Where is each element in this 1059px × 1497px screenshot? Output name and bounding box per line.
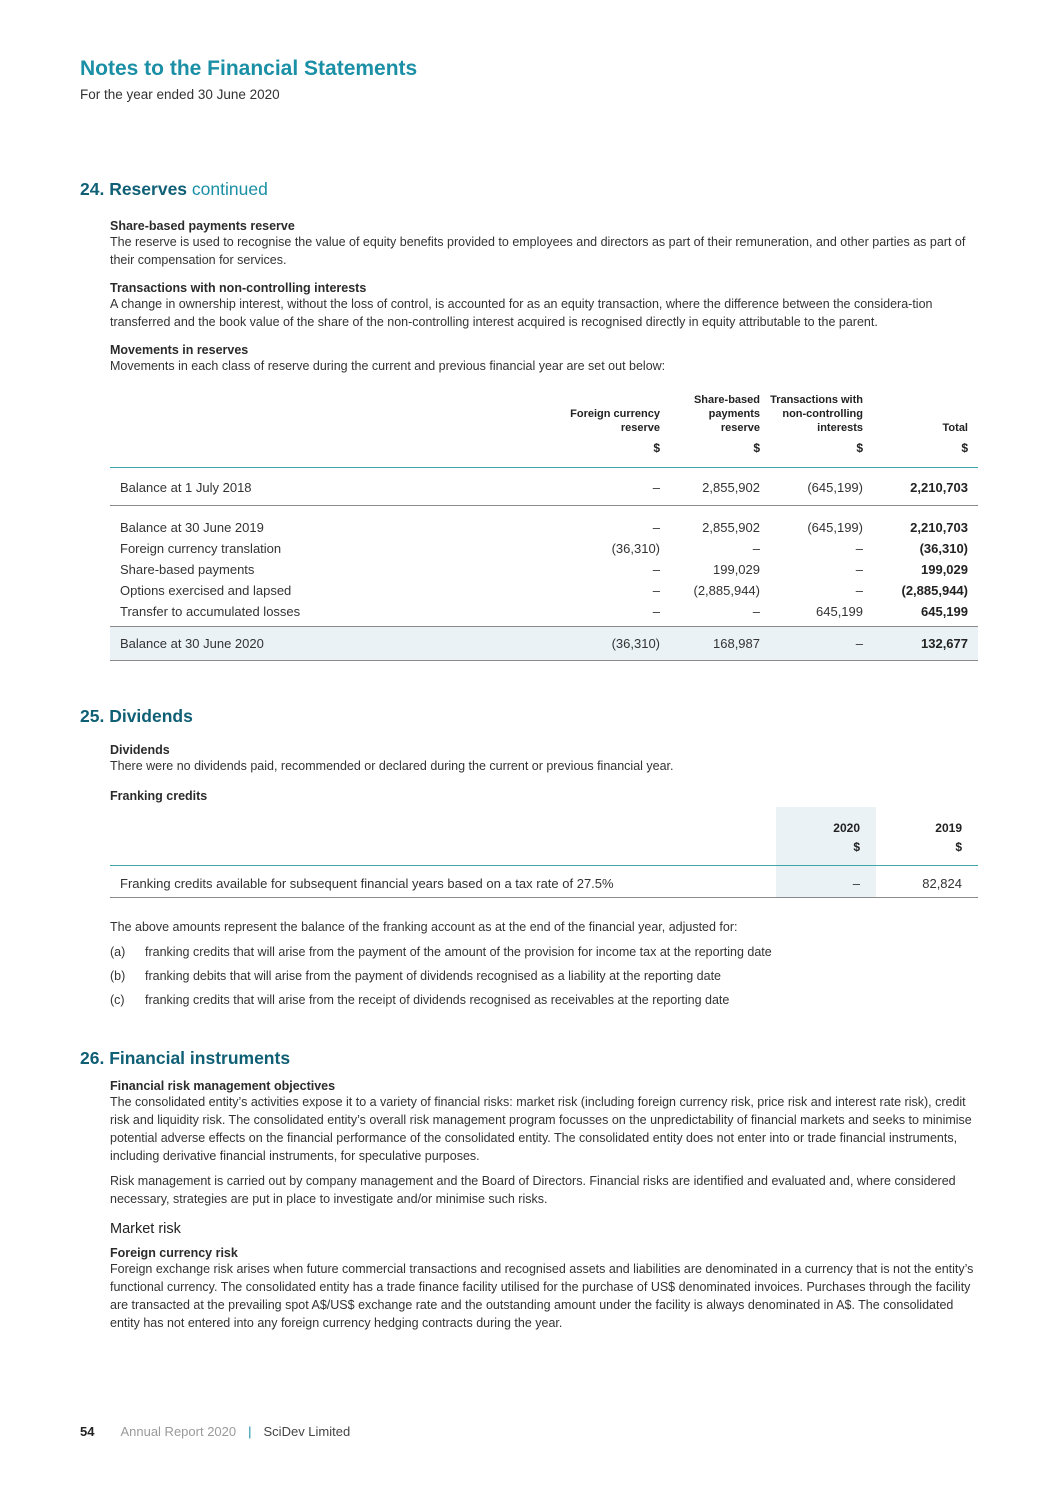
report-name: Annual Report 2020 (120, 1424, 237, 1439)
table-unit-row (110, 441, 978, 468)
subheading: Share-based payments reserve (110, 219, 295, 233)
section-heading (80, 179, 978, 200)
page-footer (80, 1424, 350, 1439)
table-header-row (110, 807, 978, 866)
heading-text: 24. Reserves (80, 179, 188, 199)
page-title: Notes to the Financial Statements (80, 57, 418, 80)
reserves-movement-table (110, 393, 978, 661)
list-item: (a) franking credits that will arise from the payment of the amount of the provision for income tax at the reporting date (110, 945, 772, 959)
paragraph: There were no dividends paid, recommended or declared during the current or previous financial year. (110, 759, 674, 773)
table-row: Transfer to accumulated losses – – 645,199 645,199 (120, 604, 968, 619)
subheading: Movements in reserves (110, 343, 249, 357)
section-body (110, 743, 978, 1012)
section-body (110, 1079, 978, 1332)
column-header: Total (942, 422, 968, 434)
table-row: Balance at 30 June 2019 – 2,855,902 (645,199) 2,210,703 (110, 506, 978, 539)
subheading-market-risk: Market risk (110, 1221, 181, 1237)
column-header: 2020 $ (776, 807, 876, 866)
paragraph: The above amounts represent the balance of the franking account as at the end of the financial year, adjusted for: (110, 920, 738, 934)
section-financial-instruments (80, 1048, 978, 1332)
column-header: 2019 $ (935, 821, 962, 854)
subheading: Foreign currency risk (110, 1246, 238, 1260)
paragraph: The consolidated entity’s activities expose it to a variety of financial risks: market risk (including foreign currency risk, price risk and interest rate risk), credit risk and liquidity risk. The consolidated entity’s overall risk management program focusses on the unpredictability of financial markets and seeks to minimise potential adverse effects on the financial performance of the consolidated entity. The consolidated entity does not enter into or trade financial instruments, including derivative financial instruments, for speculative purposes. (110, 1095, 972, 1163)
subheading: Dividends (110, 743, 170, 757)
section-reserves (80, 179, 978, 661)
table-row: Share-based payments – 199,029 – 199,029 (120, 562, 968, 577)
table-row-total: Balance at 30 June 2020 (36,310) 168,987 – 132,677 (110, 627, 978, 661)
subheading: Franking credits (110, 789, 208, 803)
table-row: Franking credits available for subsequent financial years based on a tax rate of 27.5% – 82,824 (110, 866, 978, 898)
column-header: Foreign currency reserve (570, 408, 660, 434)
paragraph: Risk management is carried out by company management and the Board of Directors. Financial risks are identified and evaluated and, where considered necessary, strategies are put in place to investigate and/or minimise such risks. (110, 1174, 956, 1206)
paragraph: Foreign exchange risk arises when future commercial transactions and recognised assets and liabilities are denominated in a currency that is not the entity’s functional currency. The consolidated entity has a trade finance facility utilised for the purchase of US$ denominated invoices. Purchases through the facility are transacted at the prevailing spot A$/US$ exchange rate and the outstanding amount under the facility is always denominated in A$. The consolidated entity has not entered into any foreign currency hedging contracts during the year. (110, 1262, 974, 1330)
column-header: Transactions with non-controlling interests (770, 394, 863, 434)
paragraph: A change in ownership interest, without the loss of control, is accounted for as an equity transaction, where the difference between the considera-tion transferred and the book value of the share of the non-controlling interest acquired is recognised directly in equity attributable to the parent. (110, 297, 933, 329)
unit-label: $ (753, 441, 760, 455)
table-header-row (110, 393, 978, 441)
unit-label: $ (961, 441, 968, 455)
column-header: Share-based payments reserve (693, 394, 760, 434)
adjustment-list (110, 940, 978, 1012)
unit-label: $ (653, 441, 660, 455)
footer-separator: | (248, 1424, 252, 1439)
paragraph: Movements in each class of reserve during the current and previous financial year are set out below: (110, 359, 666, 373)
section-heading: 25. Dividends (80, 706, 193, 726)
company-name: SciDev Limited (263, 1424, 351, 1439)
section-body (110, 219, 978, 661)
paragraph: The reserve is used to recognise the value of equity benefits provided to employees and directors as part of their remuneration, and other parties as part of their compensation for services. (110, 235, 966, 267)
section-heading: 26. Financial instruments (80, 1048, 291, 1068)
unit-label: $ (856, 441, 863, 455)
page-subtitle: For the year ended 30 June 2020 (80, 87, 280, 102)
subheading: Transactions with non-controlling interests (110, 281, 367, 295)
page-number: 54 (80, 1424, 95, 1439)
franking-credits-table (110, 807, 978, 898)
section-dividends (80, 706, 978, 1012)
table-row: Balance at 1 July 2018 – 2,855,902 (645,199) 2,210,703 (110, 468, 978, 506)
heading-continued: continued (191, 179, 268, 199)
list-item: (c) franking credits that will arise from the receipt of dividends recognised as receivables at the reporting date (110, 993, 730, 1007)
subheading: Financial risk management objectives (110, 1079, 336, 1093)
table-row: Foreign currency translation (36,310) – – (36,310) (120, 541, 968, 556)
list-item: (b) franking debits that will arise from the payment of dividends recognised as a liability at the reporting date (110, 969, 722, 983)
table-row: Options exercised and lapsed – (2,885,944) – (2,885,944) (120, 583, 968, 598)
